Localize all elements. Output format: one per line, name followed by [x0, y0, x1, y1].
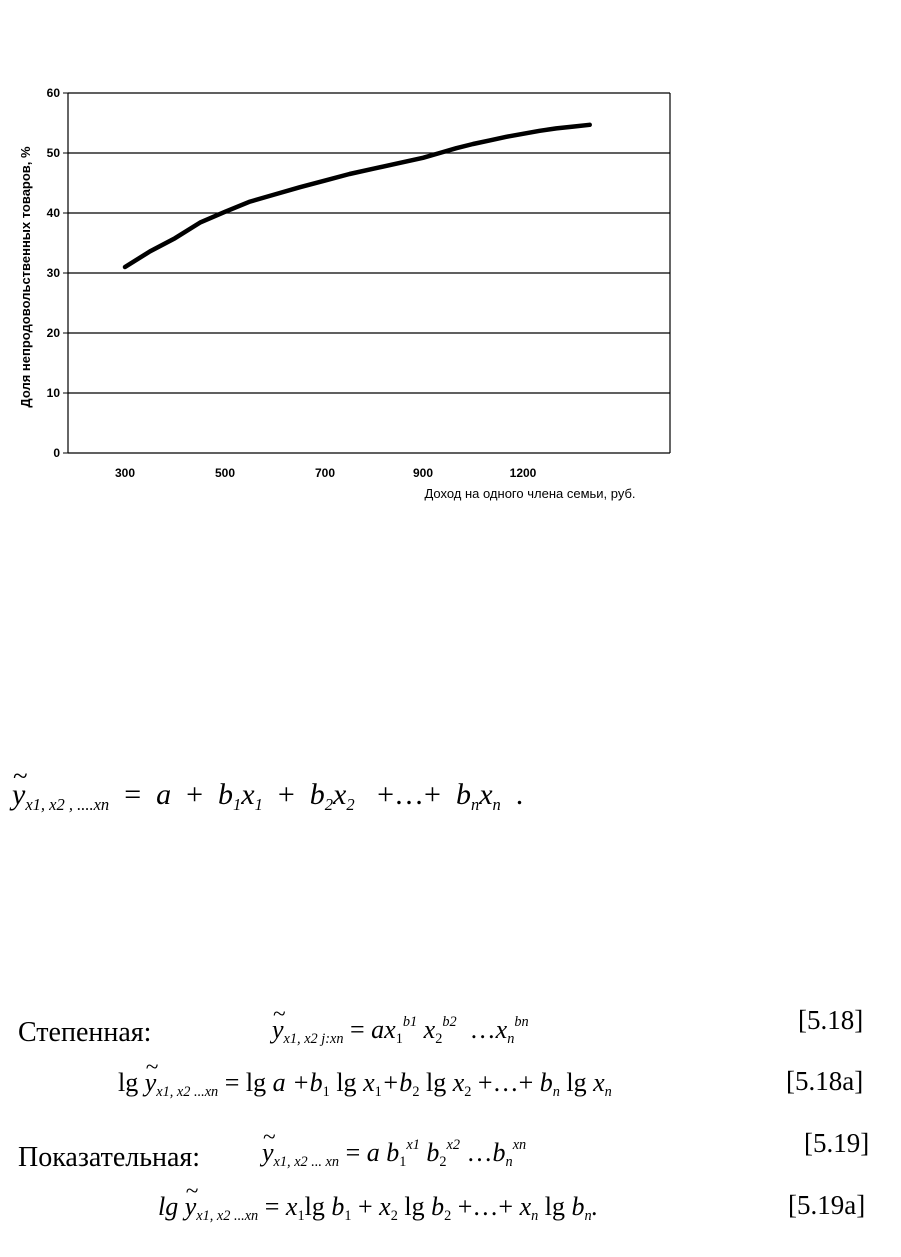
linear-formula: ~ $y_{x1, x2 , ....xn} = a + b_1x_1 + b_2x_2$ +…+ $b_nx_n$ . — [12, 780, 523, 813]
x-tick-labels — [115, 466, 537, 480]
y-tick-label: 50 — [46, 146, 60, 160]
x-tick-label: 500 — [214, 466, 236, 480]
exponential-label: Показательная: — [18, 1142, 201, 1173]
var-x1-sub: 1 — [254, 794, 263, 814]
income-share-chart — [0, 0, 901, 530]
eq-number-5-18a: [5.18a] — [786, 1066, 864, 1096]
exp-y-subscript: x1, x2 ... xn — [273, 1154, 340, 1171]
y-tick-label: 10 — [46, 386, 60, 400]
y-tick-label: 0 — [53, 446, 60, 460]
power-log-formula: lg ~ $y_{x1, x2 ...xn} = \lg a +b_1$ $\lg x_1+b_2$ $\lg x_2$ +…+ $b_n$ $\lg x_n$ — [118, 1070, 612, 1099]
coef-b2: b — [309, 778, 325, 811]
y-tick-label: 60 — [46, 86, 60, 100]
x-tick-label: 900 — [412, 466, 434, 480]
chart-series — [125, 125, 590, 267]
power-y-subscript: x1, x2 j:xn — [283, 1031, 344, 1048]
var-x2-sub: 2 — [346, 794, 355, 814]
var-xn-sub: n — [492, 794, 501, 814]
eq-number-5-19: [5.19] — [804, 1128, 870, 1158]
exp-log-y-subscript: x1, x2 ...xn — [196, 1208, 259, 1224]
x-tick-label: 300 — [114, 466, 136, 480]
linear-y-subscript: x1, x2 , ....xn — [25, 794, 110, 814]
chart-grid — [68, 93, 670, 393]
var-x1: x — [241, 778, 255, 811]
power-formula: ~ $y_{x1, x2 j:xn} = ax_1^{b1}$ $x_2^{b2}$ $\dots x_n^{bn}$ — [272, 1015, 529, 1046]
coef-b2-sub: 2 — [324, 794, 334, 814]
coef-bn: b — [455, 778, 471, 811]
formula-end: . — [515, 778, 524, 811]
coef-b1-sub: 1 — [233, 794, 242, 814]
y-tick-labels — [47, 86, 61, 460]
coef-a: a — [156, 778, 172, 811]
power-log-y-subscript: x1, x2 ...xn — [156, 1084, 219, 1100]
y-tick-label: 40 — [46, 206, 60, 220]
x-tick-label: 1200 — [509, 466, 537, 480]
coef-b1: b — [218, 778, 234, 811]
var-x2: x — [333, 778, 347, 811]
eq-number-5-19a: [5.19a] — [788, 1190, 866, 1220]
power-label: Степенная: — [18, 1017, 152, 1048]
eq-number-5-18: [5.18] — [798, 1005, 864, 1035]
x-tick-label: 700 — [314, 466, 336, 480]
coef-bn-sub: n — [470, 794, 480, 814]
exponential-log-formula: lg ~ $y_{x1, x2 ...xn} = x_1\lg$ $b_1 + x_2$ $\lg b_2$ +…+ $x_n$ $\lg b_n$. — [158, 1194, 598, 1223]
y-tick-label: 20 — [46, 326, 60, 340]
exponential-formula: ~ $y_{x1, x2 ... xn} = a$ $b_1^{x1}$ $b_2^{x2}$ $\dots b_n^{xn}$ — [262, 1138, 526, 1169]
y-tick-label: 30 — [46, 266, 60, 280]
ellipsis: +…+ — [377, 778, 441, 811]
y-axis-label: Доля непродовольственных товаров, % — [18, 146, 33, 408]
var-xn: x — [479, 778, 493, 811]
y-tilde: ~ y — [12, 780, 25, 810]
x-axis-label: Доход на одного члена семьи, руб. — [424, 486, 636, 501]
series-line-0 — [125, 125, 590, 267]
